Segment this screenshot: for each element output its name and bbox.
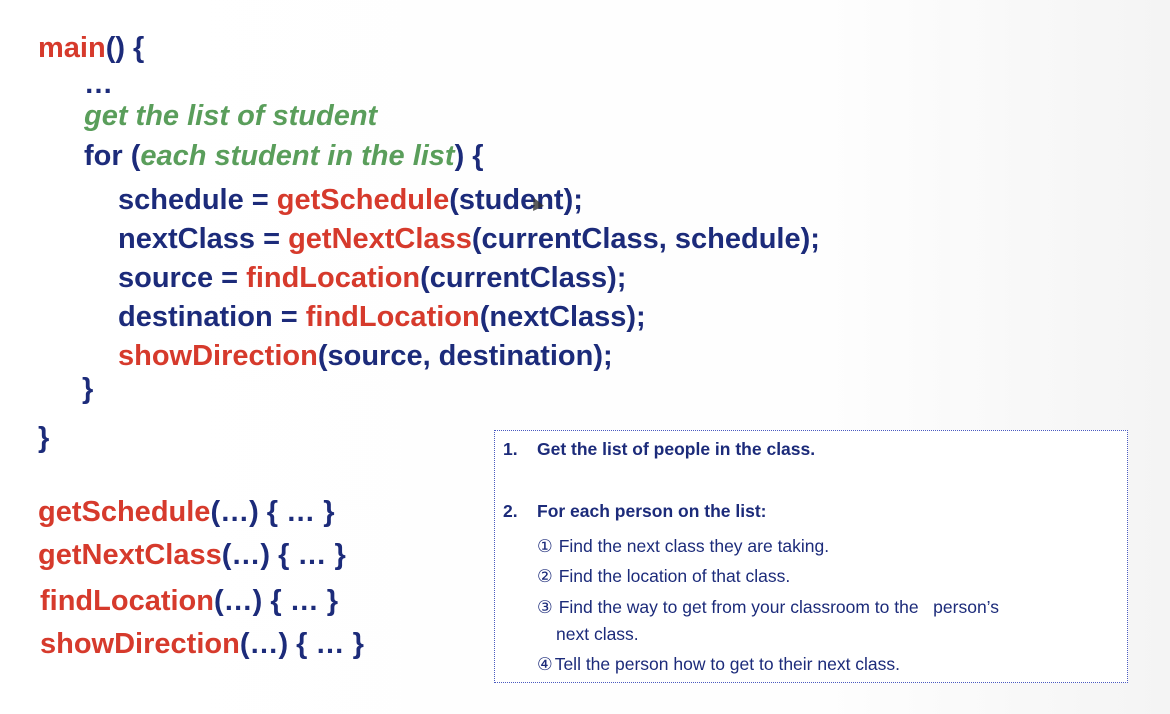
source-args: (currentClass); [420, 262, 627, 294]
function-stub-name: findLocation [40, 585, 214, 617]
get-schedule-call: getSchedule [276, 184, 450, 216]
code-line-main [38, 34, 144, 63]
sub-step-2 [537, 566, 790, 587]
step-2-text: For each person on the list: [537, 501, 767, 521]
for-comment: each student in the list [140, 140, 455, 172]
sub-step-3 [537, 597, 999, 618]
code-line-next-class [118, 225, 820, 254]
function-stub-name: showDirection [40, 628, 240, 660]
circled-number-2: ② [537, 566, 553, 586]
sub-step-4-text: Tell the person how to get to their next class. [554, 654, 901, 674]
find-location-call-destination: findLocation [305, 301, 480, 333]
code-line-schedule [118, 186, 583, 215]
circled-number-4: ④ [537, 654, 553, 674]
get-next-class-call: getNextClass [288, 223, 472, 255]
step-1-number: 1. [503, 439, 518, 459]
sub-step-2-text: Find the location of that class. [558, 566, 791, 586]
next-class-assign: nextClass = [118, 223, 289, 255]
code-ellipsis: … [84, 68, 113, 100]
source-assign: source = [118, 262, 247, 294]
sub-step-3-continuation: next class. [556, 624, 639, 644]
function-stub-signature: (…) { … } [221, 539, 346, 571]
code-outer-close-brace: } [38, 422, 50, 454]
function-stub-signature: (…) { … } [210, 496, 335, 528]
main-function-name: main [38, 32, 106, 64]
sub-step-1-text: Find the next class they are taking. [558, 536, 830, 556]
step-2 [503, 501, 766, 522]
function-stub-name: getSchedule [38, 496, 211, 528]
sub-step-3-text: Find the way to get from your classroom to the person’s [558, 597, 999, 617]
step-1 [503, 439, 815, 460]
code-comment-get-list: get the list of student [84, 100, 378, 132]
function-stub-signature: (…) { … } [239, 628, 364, 660]
schedule-args: (student); [449, 184, 583, 216]
step-1-text: Get the list of people in the class. [537, 439, 816, 459]
find-location-call-source: findLocation [246, 262, 421, 294]
next-class-args: (currentClass, schedule); [471, 223, 820, 255]
for-keyword: for ( [84, 140, 141, 172]
sub-step-1 [537, 536, 829, 557]
algorithm-steps-box [494, 430, 1128, 683]
function-stub-show-direction [40, 630, 364, 659]
show-direction-call: showDirection [118, 340, 318, 372]
sub-step-4 [537, 654, 900, 675]
schedule-assign: schedule = [118, 184, 277, 216]
main-open-brace: () { [105, 32, 145, 64]
show-direction-args: (source, destination); [317, 340, 613, 372]
code-line-source [118, 264, 626, 293]
function-stub-name: getNextClass [38, 539, 222, 571]
circled-number-1: ① [537, 536, 553, 556]
function-stub-get-schedule [38, 498, 335, 527]
function-stub-get-next-class [38, 541, 346, 570]
step-2-number: 2. [503, 501, 518, 521]
circled-number-3: ③ [537, 597, 553, 617]
code-line-show-direction [118, 342, 613, 371]
code-line-destination [118, 303, 646, 332]
code-inner-close-brace: } [82, 373, 94, 405]
code-line-for [84, 142, 484, 171]
function-stub-find-location [40, 587, 338, 616]
destination-args: (nextClass); [479, 301, 646, 333]
for-close: ) { [454, 140, 484, 172]
function-stub-signature: (…) { … } [213, 585, 339, 617]
destination-assign: destination = [118, 301, 306, 333]
